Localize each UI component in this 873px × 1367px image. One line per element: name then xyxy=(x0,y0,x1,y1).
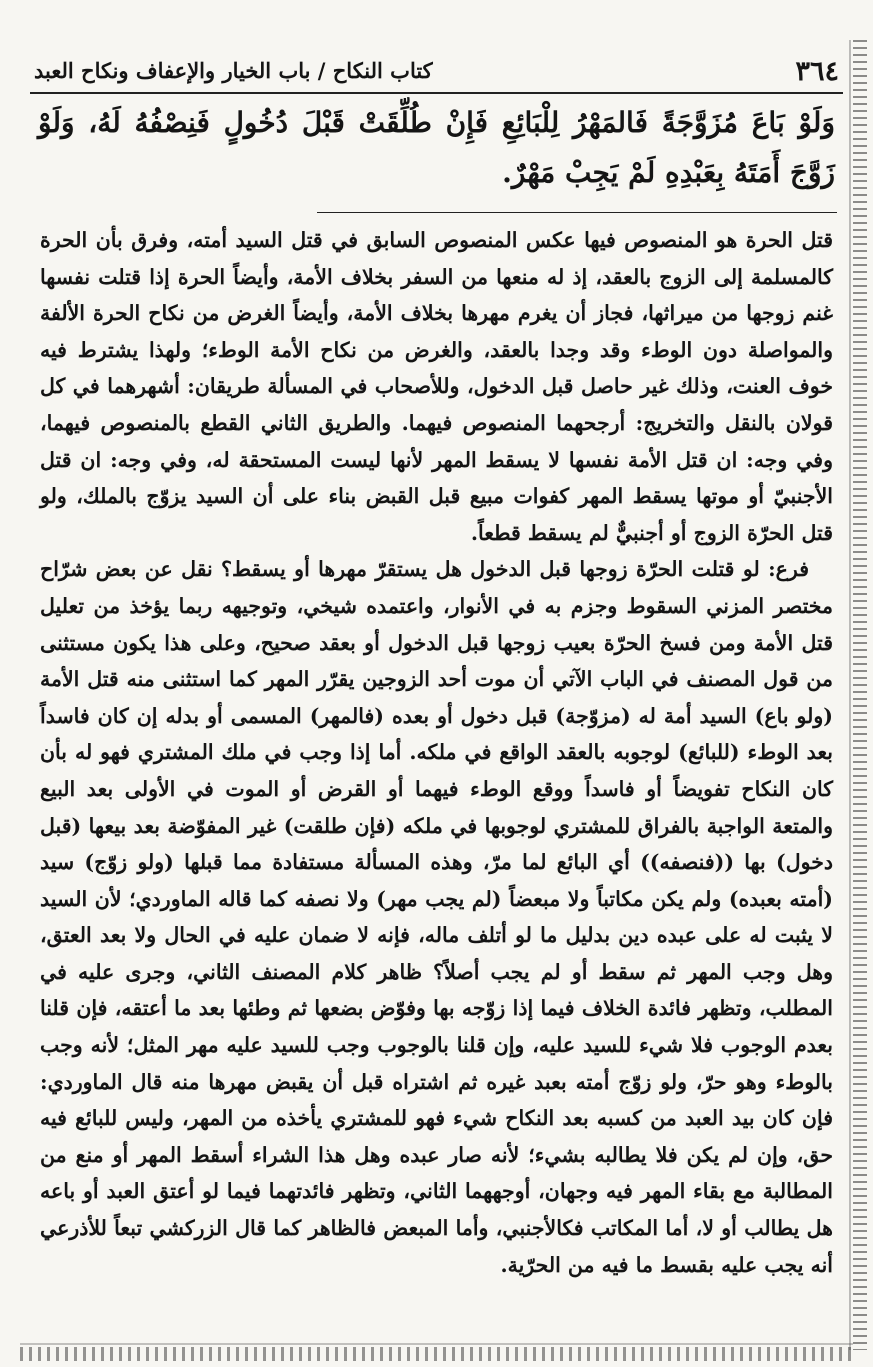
matn-text: وَلَوْ بَاعَ مُزَوَّجَةً فَالمَهْرُ لِلْبَائِعِ فَإِنْ طُلِّقَتْ قَبْلَ دُخُولٍ فَنِصْفُهُ لَهُ، وَلَوْ زَوَّجَ أَمَتَهُ بِعَبْدِهِ لَمْ يَجِبْ مَهْرٌ. xyxy=(38,106,835,189)
page-number: ٣٦٤ xyxy=(795,56,839,87)
commentary-paragraph: فرع: لو قتلت الحرّة زوجها قبل الدخول هل يستقرّ مهرها أو يسقط؟ نقل عن بعض شرّاح مختصر المزني السقوط وجزم به في الأنوار، واعتمده شيخي، وتوجيهه ربما يؤخذ من تعليل قتل الأمة ومن فسخ الحرّة بعيب زوجها قبل الدخول أو بعقد صحيح، وعلى هذا يكون مستثنى من قول المصنف في الباب الآتي أن موت أحد الزوجين يقرّر المهر كما استثنى منه قتل الأمة (ولو باع) السيد أمة له (مزوّجة) قبل دخول أو بعده (فالمهر) المسمى أو بدله إن كان فاسداً بعد الوطء (للبائع) لوجوبه بالعقد الواقع في ملكه. أما إذا وجب في ملك المشتري فهو له بأن كان النكاح تفويضاً أو فاسداً ووقع الوطء فيهما أو القرض أو الموت في الأولى بعد البيع والمتعة الواجبة بالفراق للمشتري لوجوبها في ملكه (فإن طلقت) غير المفوّضة بعد بيعها (قبل دخول) بها ((فنصفه)) أي البائع لما مرّ، وهذه المسألة مستفادة مما قبلها (ولو زوّج) سيد (أمته بعبده) ولم يكن مكاتباً ولا مبعضاً (لم يجب مهر) ولا نصفه كما قاله الماوردي؛ لأن السيد لا يثبت له على عبده دين بدليل ما لو أتلف ماله، فإنه لا ضمان عليه في الحال ولا بعد العتق، وهل وجب المهر ثم سقط أو لم يجب أصلاً؟ ظاهر كلام المصنف الثاني، وجرى عليه في المطلب، وتظهر فائدة الخلاف فيما إذا زوّجه بها وفوّض بضعها ثم وطئها بعد ما أعتقه، فإن قلنا بعدم الوجوب فلا شيء للسيد عليه، وإن قلنا بالوجوب وجب للسيد عليه مهر المثل؛ لأنه وجب بالوطء وهو حرّ، ولو زوّج أمته بعبد غيره ثم اشتراه قبل أن يقبض مهرها منه قال الماوردي: فإن كان بيد العبد من كسبه بعد النكاح شيء فهو للمشتري يأخذه من المهر، وليس للبائع فيه حق، وإن لم يكن فلا يطالبه بشيء؛ لأنه صار عبده وهل هذا الشراء أسقط المهر أو منع من المطالبة مع بقاء المهر فيه وجهان، أوجههما الثاني، وتظهر فائدتهما فيما لو أعتق العبد أو باعه هل يطالب أو لا، أما المكاتب فكالأجنبي، وأما المبعض فالظاهر كما قال الزركشي تبعاً للأذرعي أنه يجب عليه بقسط ما فيه من الحرّية. xyxy=(40,557,833,1277)
decorative-border-right xyxy=(853,40,867,1350)
commentary-text xyxy=(40,222,833,1322)
matn-separator-rule xyxy=(317,212,837,213)
decorative-border-bottom xyxy=(20,1347,853,1361)
page-header xyxy=(34,54,839,94)
commentary-paragraph: قتل الحرة هو المنصوص فيها عكس المنصوص السابق في قتل السيد أمته، وفرق بأن الحرة كالمسلمة إلى الزوج بالعقد، إذ له منعها من السفر بخلاف الأمة، وأيضاً الحرة إذا قتلت نفسها غنم زوجها من ميراثها، فجاز أن يغرم مهرها بخلاف الأمة، وأيضاً الغرض من نكاح الحرة الألفة والمواصلة دون الوطء وقد وجدا بالعقد، والغرض من نكاح الأمة الوطء؛ ولهذا يشترط فيه خوف العنت، وذلك غير حاصل قبل الدخول، وللأصحاب في المسألة طريقان: أشهرهما في كل قولان بالنقل والتخريج: أرجحهما المنصوص فيهما. والطريق الثاني القطع بالمنصوص فيهما، وفي وجه: ان قتل الأمة نفسها لا يسقط المهر لأنها ليست المستحقة له، وفي وجه: ان قتل الأجنبيّ أو موتها يسقط المهر كفوات مبيع قبل القبض بناء على أن السيد يزوّج بالملك، ولو قتل الحرّة الزوج أو أجنبيٌّ لم يسقط قطعاً. xyxy=(40,228,833,545)
running-title: كتاب النكاح / باب الخيار والإعفاف ونكاح العبد xyxy=(34,58,433,83)
header-rule xyxy=(30,92,843,94)
